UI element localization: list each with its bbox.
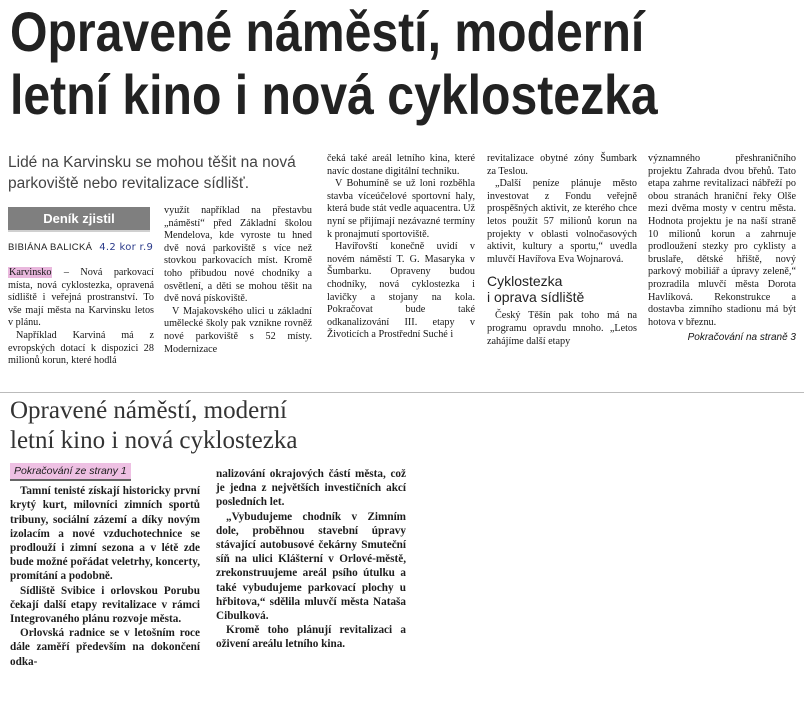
- author-name: BIBIÁNA BALICKÁ: [8, 242, 93, 253]
- dateline: Karvinsko: [9, 267, 52, 278]
- article1-subtitle: Cyklostezka i oprava sídliště: [487, 273, 585, 306]
- article2-paragraph: Tamní tenisté získají historicky první krytý kurt, milovníci zimních sportů tribuny, sociální zázemí a díky novým izolacím a nové vzduchotechnice se prodlouží i zimní sezona a v létě zde bude možné pořádat veletrhy, koncerty, promítání a podobně.: [10, 485, 200, 583]
- article1-paragraph: Karvinsko – Nová parkovací místa, nová cyklostezka, opravená sídliště i veřejná prostranství. To vše mají města na Karvinsku letos v plánu.: [8, 267, 154, 329]
- article1-paragraph: Havířovští konečně uvidí v novém náměstí T. G. Masaryka v Šumbarku. Opraveny budou chodníky, nová cyklostezka i lavičky a stojany na kola. Pokračovat bude také odkanalizování III. etapy v Životicích a Prostřední Suché i: [327, 241, 475, 341]
- article1-paragraph: významného přeshraničního projektu Zahrada dvou břehů. Tato etapa zahrne revitalizaci nábřeží po obou stranách hraniční řeky Olše mezi dvěma mosty v centru města. Hodnota projektu je na naší straně 10 milionů korun a zahrnuje prodloužení stezky pro cyklisty a bruslaře, dětské hřiště, nový parkový mobiliář a úpravy zeleně,“ prozradila mluvčí města Dorota Havlíková. Rekonstrukce a dostavba zimního stadionu má být hotova v březnu.: [648, 153, 796, 328]
- article2-paragraph: Orlovská radnice se v letošním roce dále zaměří především na dokončení odka-: [10, 627, 200, 668]
- byline: [8, 242, 153, 253]
- article1-paragraph: využít například na přestavbu „náměstí“ před Základní školou Mendelova, kde vyroste tu hned dvě nová parkoviště s více než stovkou parkovacích míst. Kromě toho přibudou nové chodníky a osvětlení, a děti se mohou těšit na dvě nová pískoviště.: [164, 205, 312, 305]
- continued-on-page: Pokračování na straně 3: [687, 332, 796, 344]
- article1-column-3: [327, 153, 475, 342]
- handwritten-note: 4.2 kor r.9: [99, 242, 154, 253]
- article2-paragraph: Kromě toho plánují revitalizaci a oživení areálu letního kina.: [216, 624, 406, 651]
- article1-paragraph: V Majakovského ulici u základní umělecké školy pak vznikne rovněž nové parkoviště s 52 místy. Modernizace: [164, 305, 312, 355]
- article1-paragraph: Například Karviná má z evropských dotací k dispozici 28 milionů korun, které hodlá: [8, 329, 154, 367]
- subheadline: Lidé na Karvinsku se mohou těšit na nová parkoviště nebo revitalizace sídlišť.: [8, 154, 296, 192]
- article2-paragraph: „Vybudujeme chodník v Zimním dole, proběhnou stavební úpravy stávající autobusové čekárny Smuteční síň na ulici Klášterní v Orlové-městě, zrekonstruujeme areál psího útulku a také vybudujeme parkovací plochy u hřbitova,“ sdělila mluvčí města Nataša Cibulková.: [216, 510, 406, 623]
- article1-paragraph: „Další peníze plánuje město investovat z Fondu veřejně prospěšných aktivit, ze kterého chce letos použít 57 milionů korun na projekty v oblasti volnočasových aktivit, kultury a sportu,“ uvedla mluvčí Havířova Eva Wojnarová.: [487, 178, 637, 265]
- article1-column-1: [8, 267, 154, 368]
- article2-paragraph: Sídliště Svibice i orlovskou Porubu čekají další etapy revitalizace v rámci Integrovaného plánu rozvoje města.: [10, 584, 200, 626]
- article2-column-1: [10, 463, 200, 669]
- main-headline: [10, 0, 689, 126]
- article2-paragraph: nalizování okrajových částí města, což je jedna z největších investičních akcí posledních let.: [216, 468, 406, 509]
- headline-line-1: Opravené náměstí, moderní: [10, 0, 645, 63]
- article2-column-2: [216, 467, 406, 652]
- article1-paragraph: Český Těšín pak toho má na programu opravdu mnoho. „Letos zahájíme další etapy: [487, 310, 637, 347]
- article2-headline: Opravené náměstí, moderní letní kino i nová cyklostezka: [10, 397, 298, 454]
- article1-paragraph: V Bohumíně se už loni rozběhla stavba víceúčelové sportovní haly, která bude stát vedle aquacentra. Už nyní se přijímají nezávazné termíny k pronajmutí sportoviště.: [327, 178, 475, 240]
- article1-column-4: [487, 153, 637, 348]
- continued-from-badge: Pokračování ze strany 1: [10, 463, 131, 481]
- article-divider: [0, 392, 804, 393]
- article1-paragraph: čeká také areál letního kina, které navíc dostane digitální techniku.: [327, 153, 475, 177]
- article1-column-2: [164, 205, 312, 356]
- section-badge: Deník zjistil: [8, 207, 150, 232]
- headline-line-2: letní kino i nová cyklostezka: [10, 63, 658, 126]
- article1-column-5: [648, 153, 796, 345]
- article1-paragraph: revitalizace obytné zóny Šumbark za Teslou.: [487, 153, 637, 177]
